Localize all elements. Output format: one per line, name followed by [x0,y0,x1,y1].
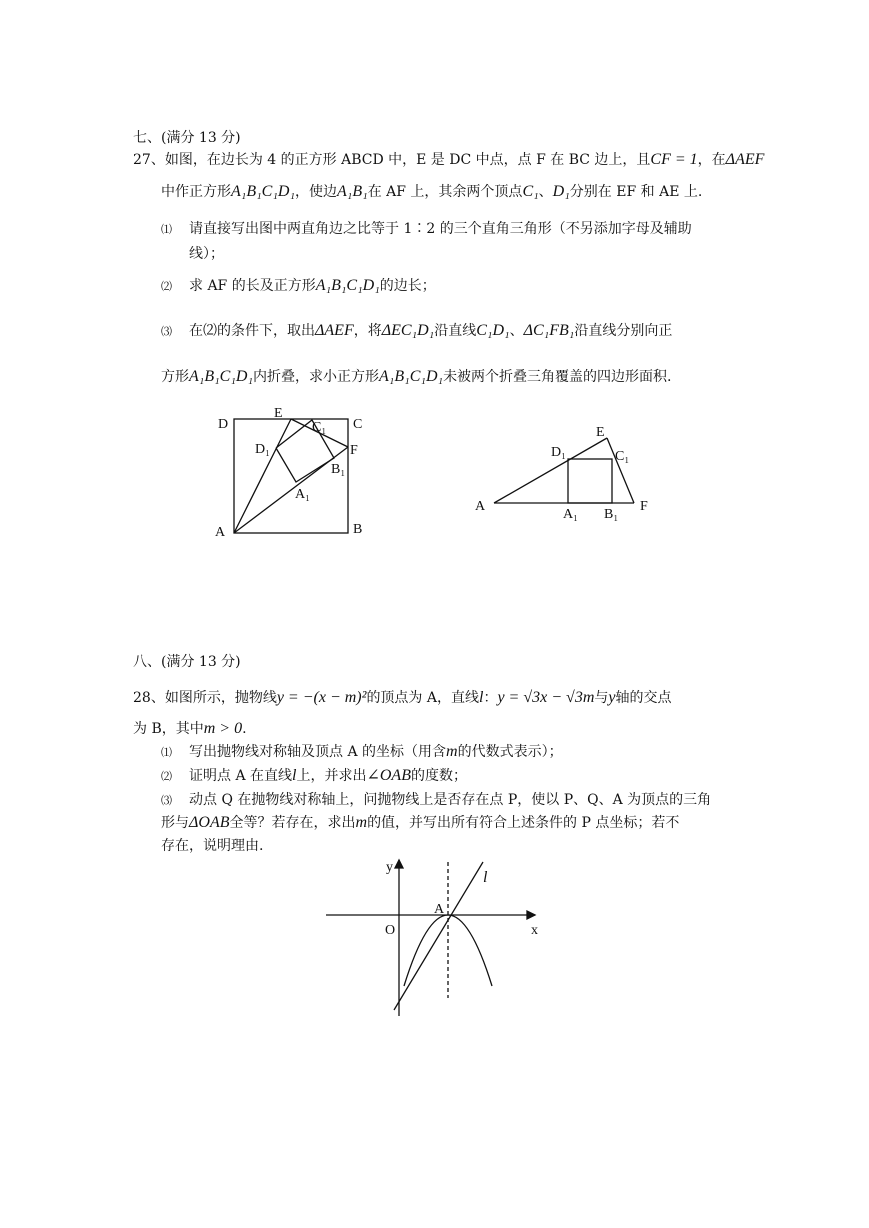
label-e: E [274,406,283,421]
y-axis-arrow-icon [395,860,403,868]
section-8-header: 八、(满分 13 分) [133,654,241,670]
math-cf: CF = 1 [650,151,698,168]
math-line-eq: y = √3x − √3m [497,689,595,706]
item-number: ⑶ [161,794,172,807]
label-f: F [640,499,648,514]
q28-item2 [161,766,467,787]
item-text: 沿直线分别向正 [574,323,673,339]
q28-line2 [133,719,247,739]
math-square: A₁B₁C₁D₁ [379,368,444,385]
math-aef: ΔAEF [315,322,354,339]
label-c: C [353,417,363,432]
square-a1b1c1d1 [568,459,612,503]
q27-text: ，使边 [295,184,338,200]
item-text: 全等？若存在，求出 [229,815,356,831]
label-y: y [386,860,393,875]
square-abcd [234,419,348,533]
q28-text: 为 B，其中 [133,721,204,737]
segment-ef [607,438,634,503]
math-l: l [292,767,297,784]
q28-number: 28、 [133,690,165,706]
math-c1: C₁ [522,183,539,200]
item-text: 未被两个折叠三角覆盖的四边形面积. [443,369,672,385]
q28-text: . [242,721,247,737]
label-d: D [218,417,229,432]
segment-ae [234,419,291,533]
item-text: 方形 [161,369,189,385]
math-m: m [355,814,368,831]
label-a: A [475,499,486,514]
item-text: 请直接写出图中两直角边之比等于 1∶2 的三个直角三角形（不另添加字母及辅助 [189,221,692,237]
label-d1: D₁ [255,442,270,457]
item-text: 沿直线 [434,323,477,339]
x-axis-arrow-icon [527,911,535,919]
label-b: B [353,522,363,537]
q27-text: ，在 [697,152,726,168]
math-parabola: y = −(x − m)² [276,689,367,706]
label-a1: A₁ [563,507,578,522]
item-text: 证明点 A 在直线 [189,768,293,784]
q27-item1 [161,219,692,240]
item-text: 写出抛物线对称轴及顶点 A 的坐标（用含 [189,744,447,760]
item-text: 形与 [161,815,189,831]
q27-number: 27、 [133,152,165,168]
math-a1b1: A₁B₁ [337,183,368,200]
math-angle-oab: ∠OAB [366,767,411,784]
q28-text: 轴的交点 [615,690,672,706]
item-text: 上，并求出 [296,768,367,784]
item-number: ⑴ [161,746,172,759]
item-text: 的值，并写出所有符合上述条件的 P 点坐标；若不 [367,815,680,831]
math-aef: ΔAEF [725,151,765,168]
label-x: x [531,923,538,938]
label-b1: B₁ [604,507,619,522]
item-number: ⑴ [161,223,172,236]
item-number: ⑵ [161,770,172,783]
label-e: E [596,425,605,440]
section-7-header: 七、(满分 13 分) [133,130,241,146]
q27-item3-cont [161,367,672,387]
q28-text: ： [483,690,498,706]
segment-ef [291,419,348,447]
label-a: A [434,902,445,917]
q27-line1 [133,150,764,170]
q27-text: 分别在 EF 和 AE 上. [569,184,703,200]
q28-item3-cont [161,813,679,833]
math-square: A₁B₁C₁D₁ [189,368,254,385]
label-l: l [483,869,488,886]
parabola [404,915,492,986]
math-y: y [608,689,616,706]
q28-line1 [133,688,671,708]
label-c1: C₁ [312,420,327,435]
label-c1: C₁ [615,449,630,464]
square-a1b1c1d1 [276,420,334,482]
label-d1: D₁ [551,445,566,460]
item-text: 在⑵的条件下，取出 [189,323,315,339]
label-a: A [215,525,226,540]
q27-item2 [161,276,436,297]
item-text: 的代数式表示）； [457,744,563,760]
item-text: 动点 Q 在抛物线对称轴上，问抛物线上是否存在点 P，使以 P、Q、A 为顶点的三角 [189,792,712,808]
line-l [394,862,483,1010]
item-text: 的度数； [410,768,467,784]
math-square: A₁B₁C₁D₁ [231,183,296,200]
q28-text: 与 [594,690,609,706]
item-text: 、 [509,323,524,339]
q27-item1-cont: 线）； [189,246,224,262]
math-m-positive: m > 0 [203,720,243,737]
item-text: 的边长； [379,278,436,294]
item-number: ⑶ [161,325,172,338]
math-l: l [479,689,484,706]
label-a1: A₁ [295,487,310,502]
math-c1fb1: ΔC₁FB₁ [523,322,575,339]
item-number: ⑵ [161,280,172,293]
math-d1: D₁ [552,183,570,200]
q27-text: 、 [538,184,553,200]
item-text: 求 AF 的长及正方形 [189,278,316,294]
q28-item1 [161,742,563,763]
q28-text: 如图所示，抛物线 [164,690,277,706]
label-o: O [385,923,396,938]
q28-item3-cont2: 存在，说明理由. [161,838,264,854]
item-text: 内折叠，求小正方形 [253,369,380,385]
q27-item3 [161,321,672,342]
segment-ae [494,438,607,503]
q27-line2 [161,182,702,202]
q28-item3 [161,790,711,811]
q27-text: 在 AF 上，其余两个顶点 [367,184,523,200]
math-m: m [446,743,458,760]
label-f: F [350,443,358,458]
segment-af [234,447,348,533]
math-square: A₁B₁C₁D₁ [315,277,380,294]
math-ec1d1: ΔEC₁D₁ [381,322,435,339]
item-text: ，将 [353,323,382,339]
math-c1d1: C₁D₁ [476,322,510,339]
q27-text: 中作正方形 [161,184,231,200]
label-b1: B₁ [331,462,346,477]
math-oab: ΔOAB [189,814,230,831]
q28-text: 的顶点为 A，直线 [366,690,479,706]
q27-text: 如图，在边长为 4 的正方形 ABCD 中，E 是 DC 中点，点 F 在 BC 边上，且 [164,152,651,168]
